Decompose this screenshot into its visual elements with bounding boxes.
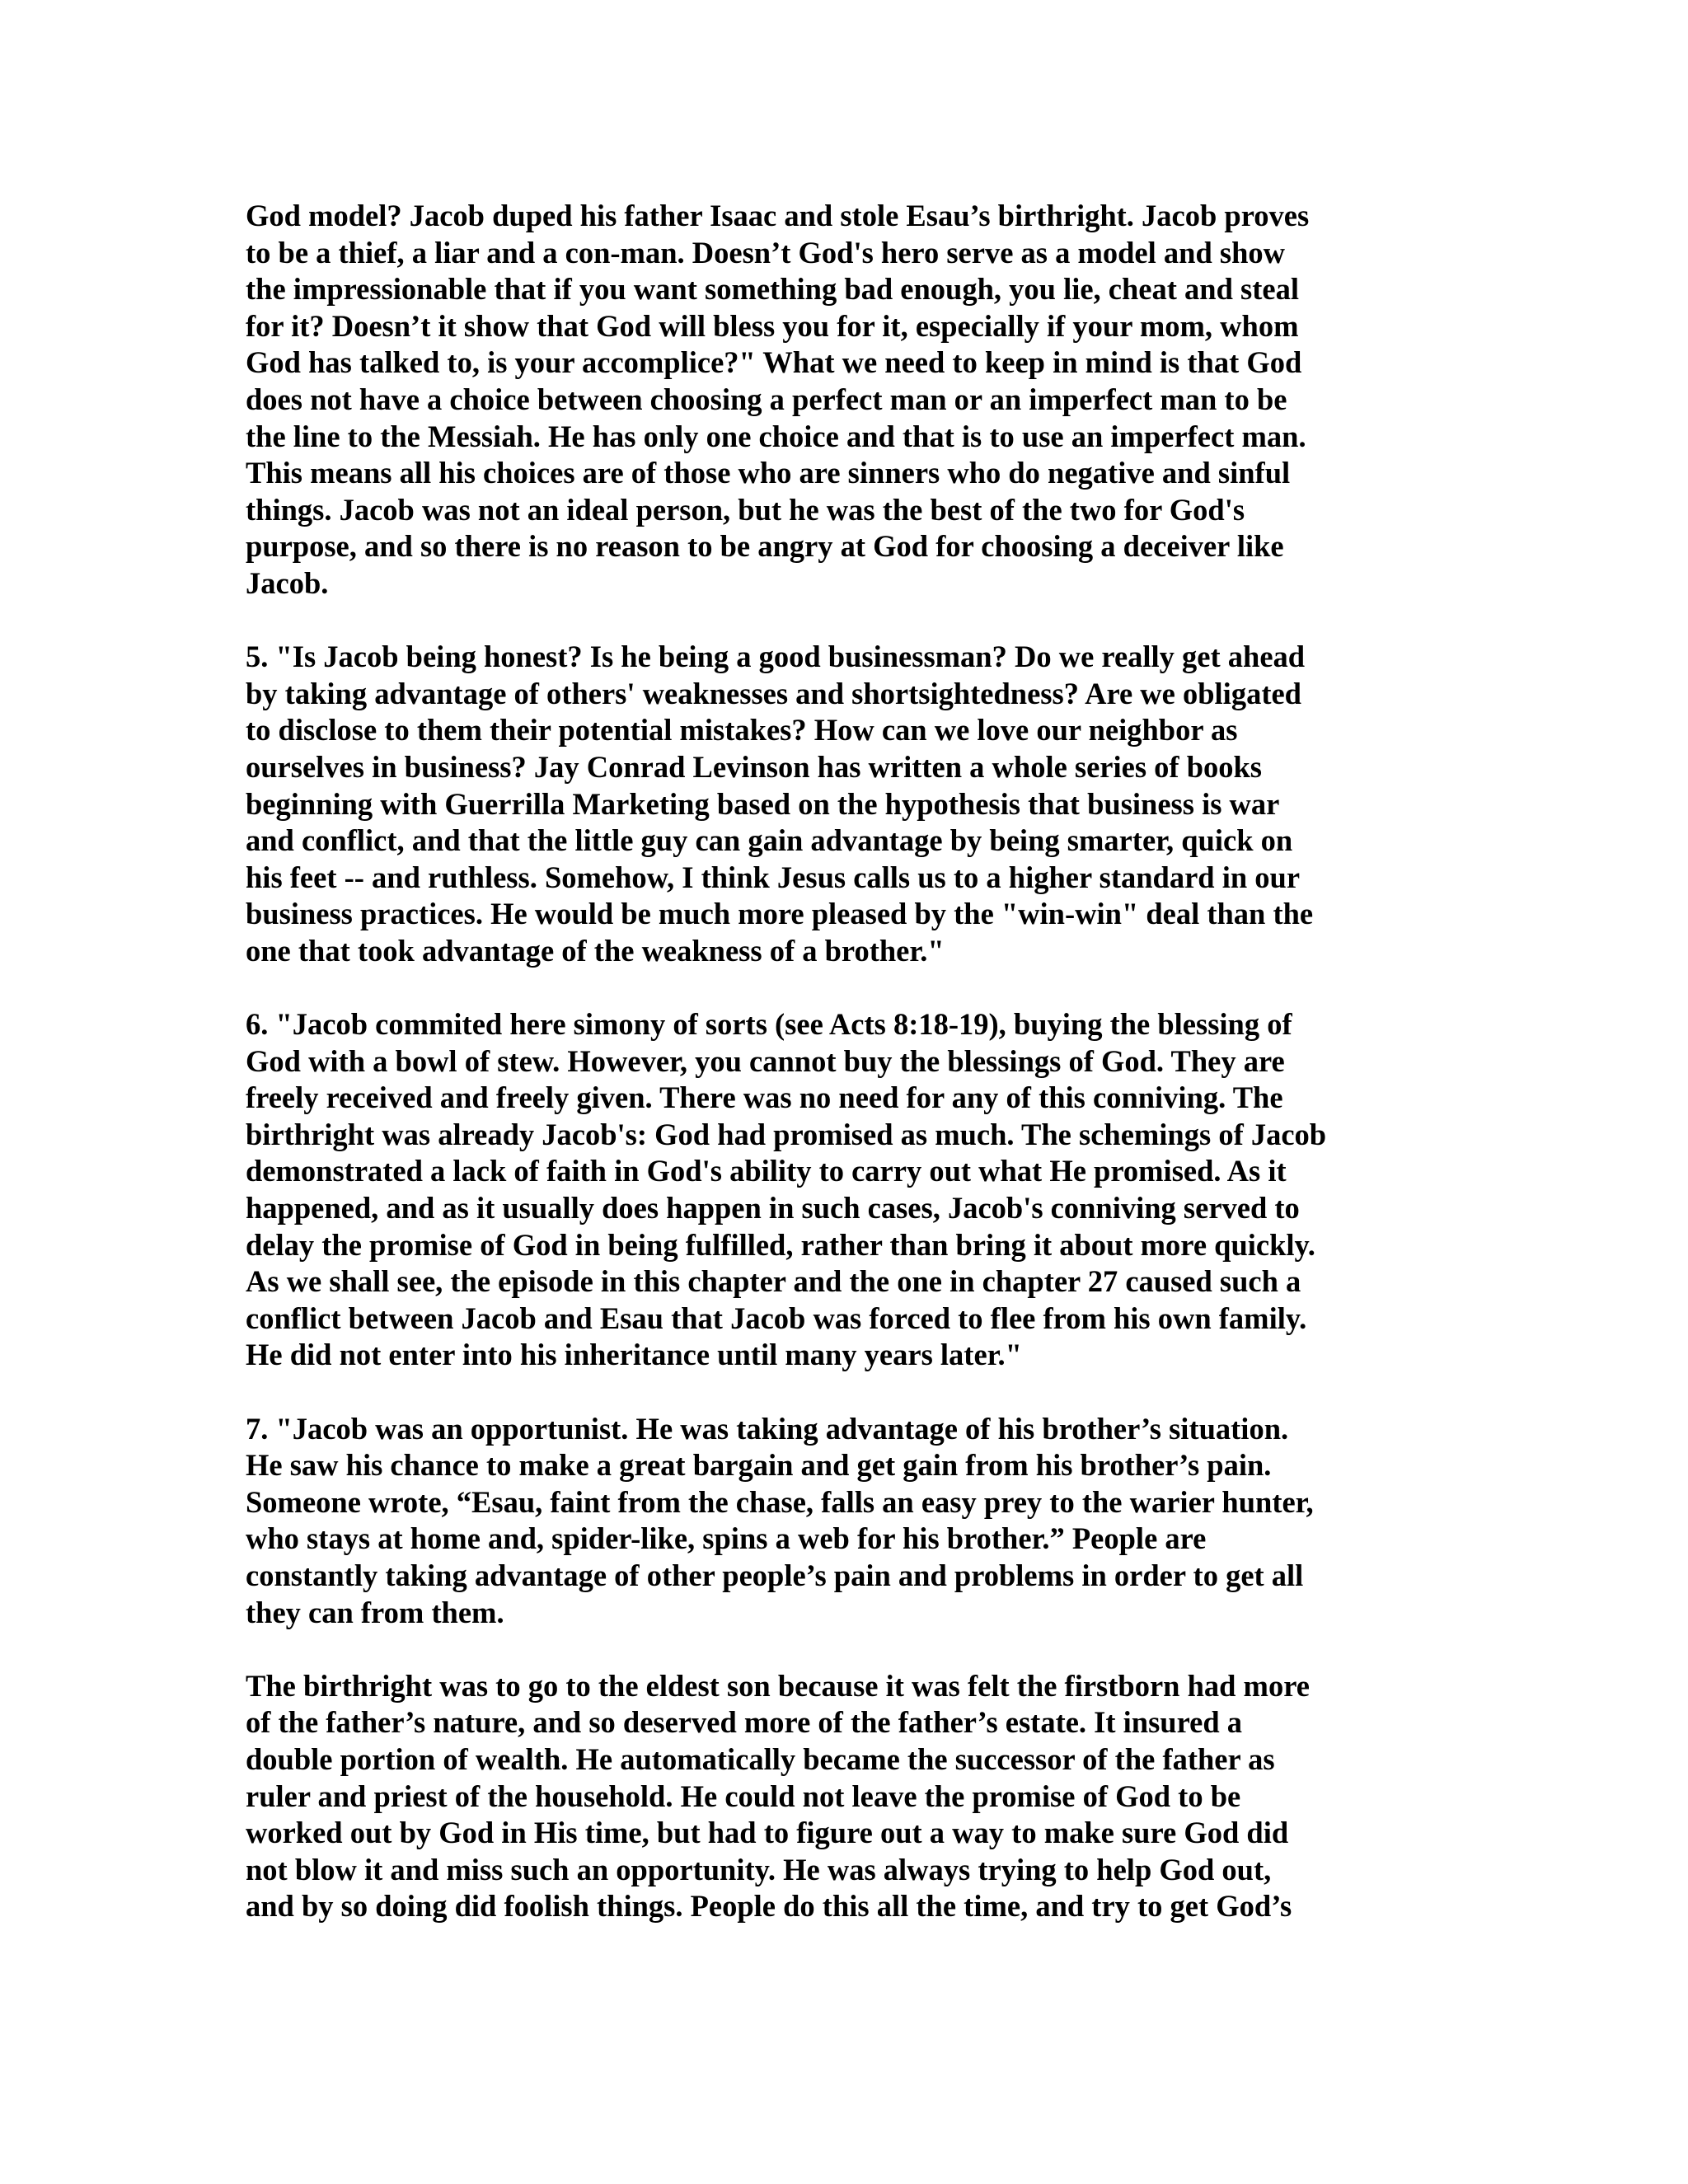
text-line: for it? Doesn’t it show that God will bless you for it, especially if your mom, whom bbox=[246, 308, 1299, 343]
text-line: to be a thief, a liar and a con-man. Doesn’t God's hero serve as a model and show bbox=[246, 235, 1285, 269]
text-line: double portion of wealth. He automatically became the successor of the father as bbox=[246, 1741, 1275, 1776]
paragraph bbox=[246, 1668, 1432, 1925]
text-line: freely received and freely given. There was no need for any of this conniving. The bbox=[246, 1080, 1283, 1115]
text-line: business practices. He would be much more pleased by the "win-win" deal than the bbox=[246, 897, 1314, 931]
text-line: his feet -- and ruthless. Somehow, I think Jesus calls us to a higher standard in our bbox=[246, 860, 1301, 894]
text-line: does not have a choice between choosing a perfect man or an imperfect man to be bbox=[246, 382, 1287, 416]
text-line: ruler and priest of the household. He could not leave the promise of God to be bbox=[246, 1779, 1241, 1813]
text-line: to disclose to them their potential mistakes? How can we love our neighbor as bbox=[246, 713, 1238, 748]
text-line: ourselves in business? Jay Conrad Levinson has written a whole series of books bbox=[246, 749, 1263, 784]
text-line: As we shall see, the episode in this chapter and the one in chapter 27 caused such a bbox=[246, 1264, 1301, 1299]
text-line: things. Jacob was not an ideal person, but he was the best of the two for God's bbox=[246, 492, 1245, 527]
text-line: not blow it and miss such an opportunity. He was always trying to help God out, bbox=[246, 1852, 1272, 1886]
text-line: This means all his choices are of those who are sinners who do negative and sinful bbox=[246, 456, 1291, 490]
text-line: birthright was already Jacob's: God had promised as much. The schemings of Jacob bbox=[246, 1117, 1327, 1151]
text-line: of the father’s nature, and so deserved more of the father’s estate. It insured a bbox=[246, 1705, 1243, 1740]
text-line: God has talked to, is your accomplice?" What we need to keep in mind is that God bbox=[246, 345, 1302, 380]
text-line: by taking advantage of others' weaknesses and shortsightedness? Are we obligated bbox=[246, 676, 1301, 710]
text-line: conflict between Jacob and Esau that Jacob was forced to flee from his own family. bbox=[246, 1301, 1307, 1335]
text-line: He saw his chance to make a great bargain and get gain from his brother’s pain. bbox=[246, 1448, 1272, 1483]
text-line: 5. "Is Jacob being honest? Is he being a good businessman? Do we really get ahead bbox=[246, 640, 1306, 674]
text-line: worked out by God in His time, but had to figure out a way to make sure God did bbox=[246, 1816, 1289, 1850]
text-line: beginning with Guerrilla Marketing based on the hypothesis that business is war bbox=[246, 786, 1280, 821]
text-line: purpose, and so there is no reason to be angry at God for choosing a deceiver like bbox=[246, 529, 1284, 564]
text-line: 7. "Jacob was an opportunist. He was taking advantage of his brother’s situation. bbox=[246, 1411, 1289, 1446]
text-line: happened, and as it usually does happen in such cases, Jacob's conniving served to bbox=[246, 1191, 1300, 1226]
text-line: they can from them. bbox=[246, 1595, 504, 1629]
paragraph bbox=[246, 198, 1432, 602]
text-line: the impressionable that if you want something bad enough, you lie, cheat and steal bbox=[246, 272, 1299, 307]
text-line: Someone wrote, “Esau, faint from the chase, falls an easy prey to the warier hunter, bbox=[246, 1484, 1314, 1519]
text-line: the line to the Messiah. He has only one choice and that is to use an imperfect man. bbox=[246, 419, 1306, 453]
text-line: and by so doing did foolish things. People do this all the time, and try to get God’s bbox=[246, 1889, 1292, 1924]
text-line: one that took advantage of the weakness of a brother." bbox=[246, 933, 945, 968]
paragraph bbox=[246, 639, 1432, 969]
document-body bbox=[246, 198, 1432, 1962]
text-line: 6. "Jacob commited here simony of sorts (see Acts 8:18-19), buying the blessing of bbox=[246, 1007, 1292, 1042]
text-line: God with a bowl of stew. However, you cannot buy the blessings of God. They are bbox=[246, 1043, 1285, 1078]
text-line: and conflict, and that the little guy can gain advantage by being smarter, quick on bbox=[246, 823, 1293, 858]
text-line: Jacob. bbox=[246, 565, 329, 600]
paragraph bbox=[246, 1411, 1432, 1632]
text-line: delay the promise of God in being fulfilled, rather than bring it about more quickly. bbox=[246, 1227, 1315, 1262]
text-line: God model? Jacob duped his father Isaac and stole Esau’s birthright. Jacob proves bbox=[246, 199, 1310, 232]
text-line: who stays at home and, spider-like, spins a web for his brother.” People are bbox=[246, 1521, 1207, 1556]
paragraph bbox=[246, 1006, 1432, 1374]
text-line: demonstrated a lack of faith in God's ability to carry out what He promised. As it bbox=[246, 1154, 1287, 1188]
text-line: constantly taking advantage of other people’s pain and problems in order to get all bbox=[246, 1558, 1304, 1592]
text-line: The birthright was to go to the eldest son because it was felt the firstborn had more bbox=[246, 1668, 1310, 1703]
text-line: He did not enter into his inheritance until many years later." bbox=[246, 1338, 1022, 1372]
